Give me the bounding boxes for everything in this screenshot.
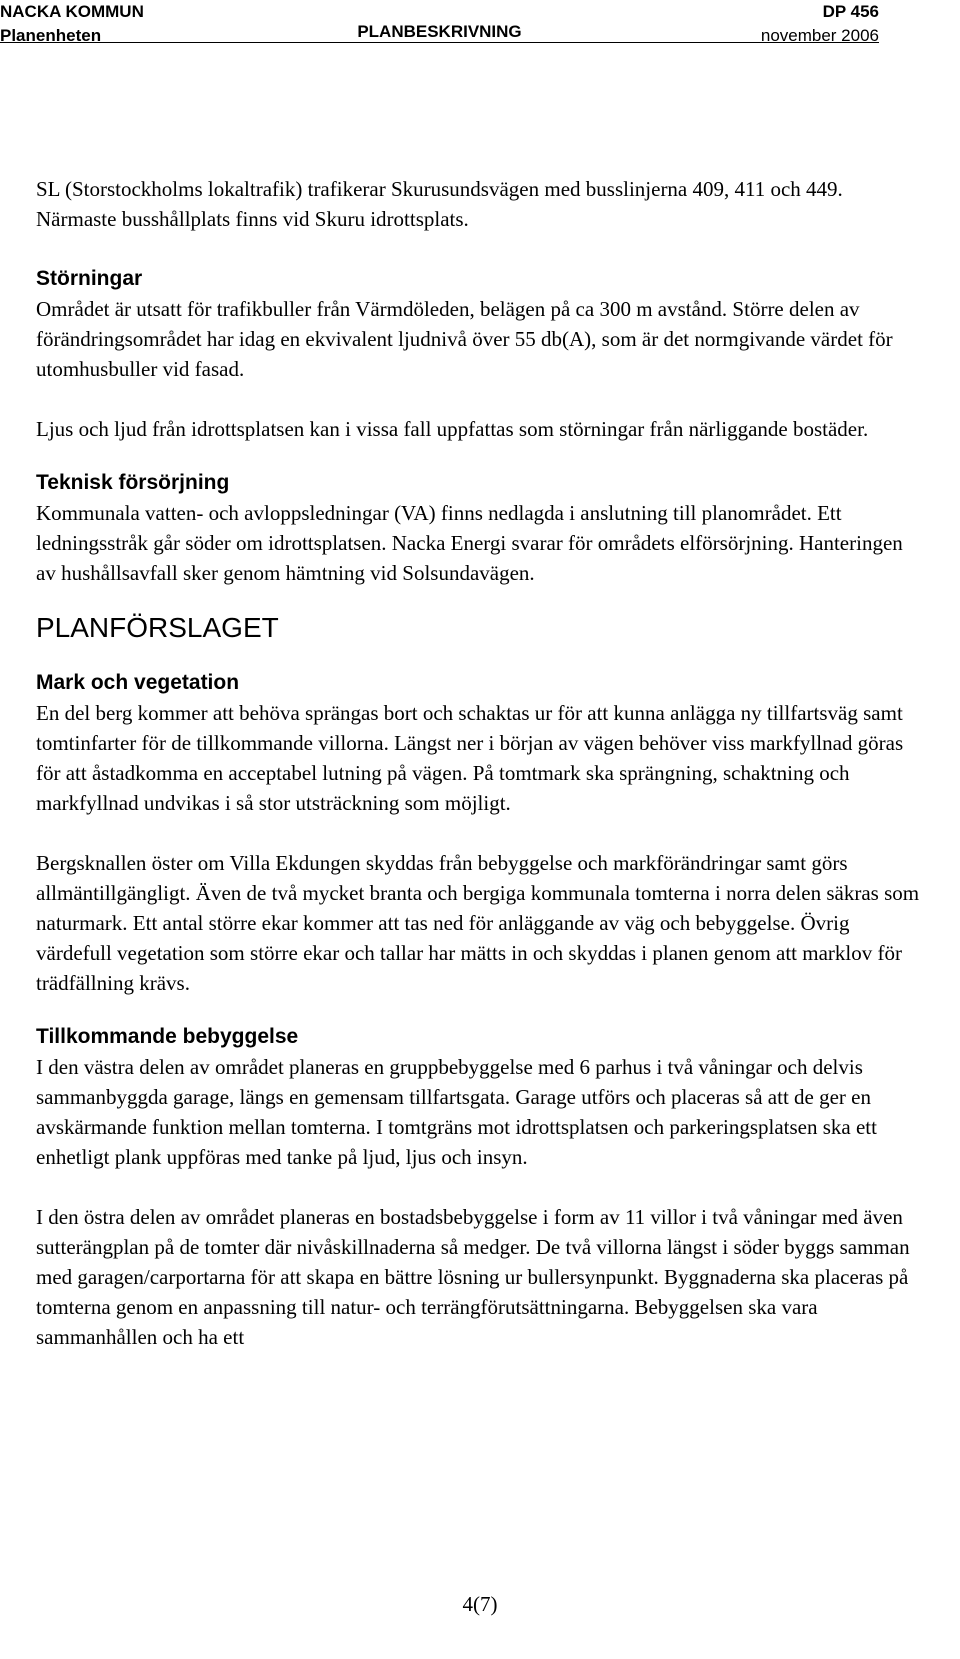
- tillkommande-paragraph-1: I den västra delen av området planeras en gruppbebyggelse med 6 parhus i två våningar och delvis sammanbyggda garage, längs en gemensam tillfartsgata. Garage utförs och placeras så att de ger en avskärmande funktion mellan tomterna. I tomtgräns mot idrottsplatsen och parkeringsplatsen ska ett enhetligt plank uppföras med tanke på ljud, ljus och insyn.: [36, 1055, 877, 1169]
- section-heading-teknisk: Teknisk försörjning: [36, 471, 230, 494]
- header-doc-id: DP 456: [822, 2, 879, 21]
- section-heading-mark: Mark och vegetation: [36, 671, 240, 694]
- section-heading-storningar: Störningar: [36, 267, 143, 290]
- header-date: november 2006: [760, 26, 879, 45]
- header-dept: Planenheten: [0, 26, 102, 45]
- mark-paragraph-2: Bergsknallen öster om Villa Ekdungen skyddas från bebyggelse och markförändringar samt görs allmäntillgängligt. Även de två mycket branta och bergiga kommunala tomterna i norra delen säkras som naturmark. Ett antal större ekar kommer att tas ned för anläggande av väg och bebyggelse. Övrig värdefull vegetation som större ekar och tallar har mätts in och skyddas i planen genom att marklov för trädfällning krävs.: [36, 851, 920, 995]
- page-header: [0, 0, 879, 43]
- header-title: PLANBESKRIVNING: [357, 22, 522, 41]
- page-number: 4(7): [462, 1592, 498, 1616]
- section-heading-tillkommande: Tillkommande bebyggelse: [36, 1025, 299, 1048]
- mark-paragraph-1: En del berg kommer att behöva sprängas bort och schaktas ur för att kunna anlägga ny tillfartsväg samt tomtinfarter för de tillkommande villorna. Längst ner i början av vägen behöver viss markfyllnad göras för att åstadkomma en acceptabel lutning på vägen. På tomtmark ska sprängning, schaktning och markfyllnad undvikas i så stor utsträckning som möjligt.: [36, 701, 904, 815]
- intro-paragraph: SL (Storstockholms lokaltrafik) trafikerar Skurusundsvägen med busslinjerna 409, 411 och 449. Närmaste busshållplats finns vid Skuru idrottsplats.: [36, 177, 843, 231]
- storningar-paragraph-2: Ljus och ljud från idrottsplatsen kan i vissa fall uppfattas som störningar från närliggande bostäder.: [36, 417, 869, 441]
- tillkommande-paragraph-2: I den östra delen av området planeras en bostadsbebyggelse i form av 11 villor i två våningar med även sutterängplan på de tomter där nivåskillnaderna så medger. De två villorna längst i söder byggs samman med garagen/carportarna för att skapa en bättre lösning ur bullersynpunkt. Byggnaderna ska placeras på tomterna genom en anpassning till natur- och terrängförutsättningarna. Bebyggelsen ska vara sammanhållen och ha ett: [36, 1205, 910, 1349]
- header-org: NACKA KOMMUN: [0, 2, 144, 21]
- teknisk-paragraph: Kommunala vatten- och avloppsledningar (VA) finns nedlagda i anslutning till planområdet. Ett ledningsstråk går söder om idrottsplatsen. Nacka Energi svarar för områdets elförsörjning. Hanteringen av hushållsavfall sker genom hämtning vid Solsundavägen.: [36, 501, 903, 585]
- section-heading-planforslaget: PLANFÖRSLAGET: [36, 612, 279, 643]
- document-body: [36, 174, 926, 1352]
- storningar-paragraph-1: Området är utsatt för trafikbuller från Värmdöleden, belägen på ca 300 m avstånd. Större delen av förändringsområdet har idag en ekvivalent ljudnivå över 55 db(A), som är det normgivande värdet för utomhusbuller vid fasad.: [36, 297, 893, 381]
- header-right: [761, 0, 879, 48]
